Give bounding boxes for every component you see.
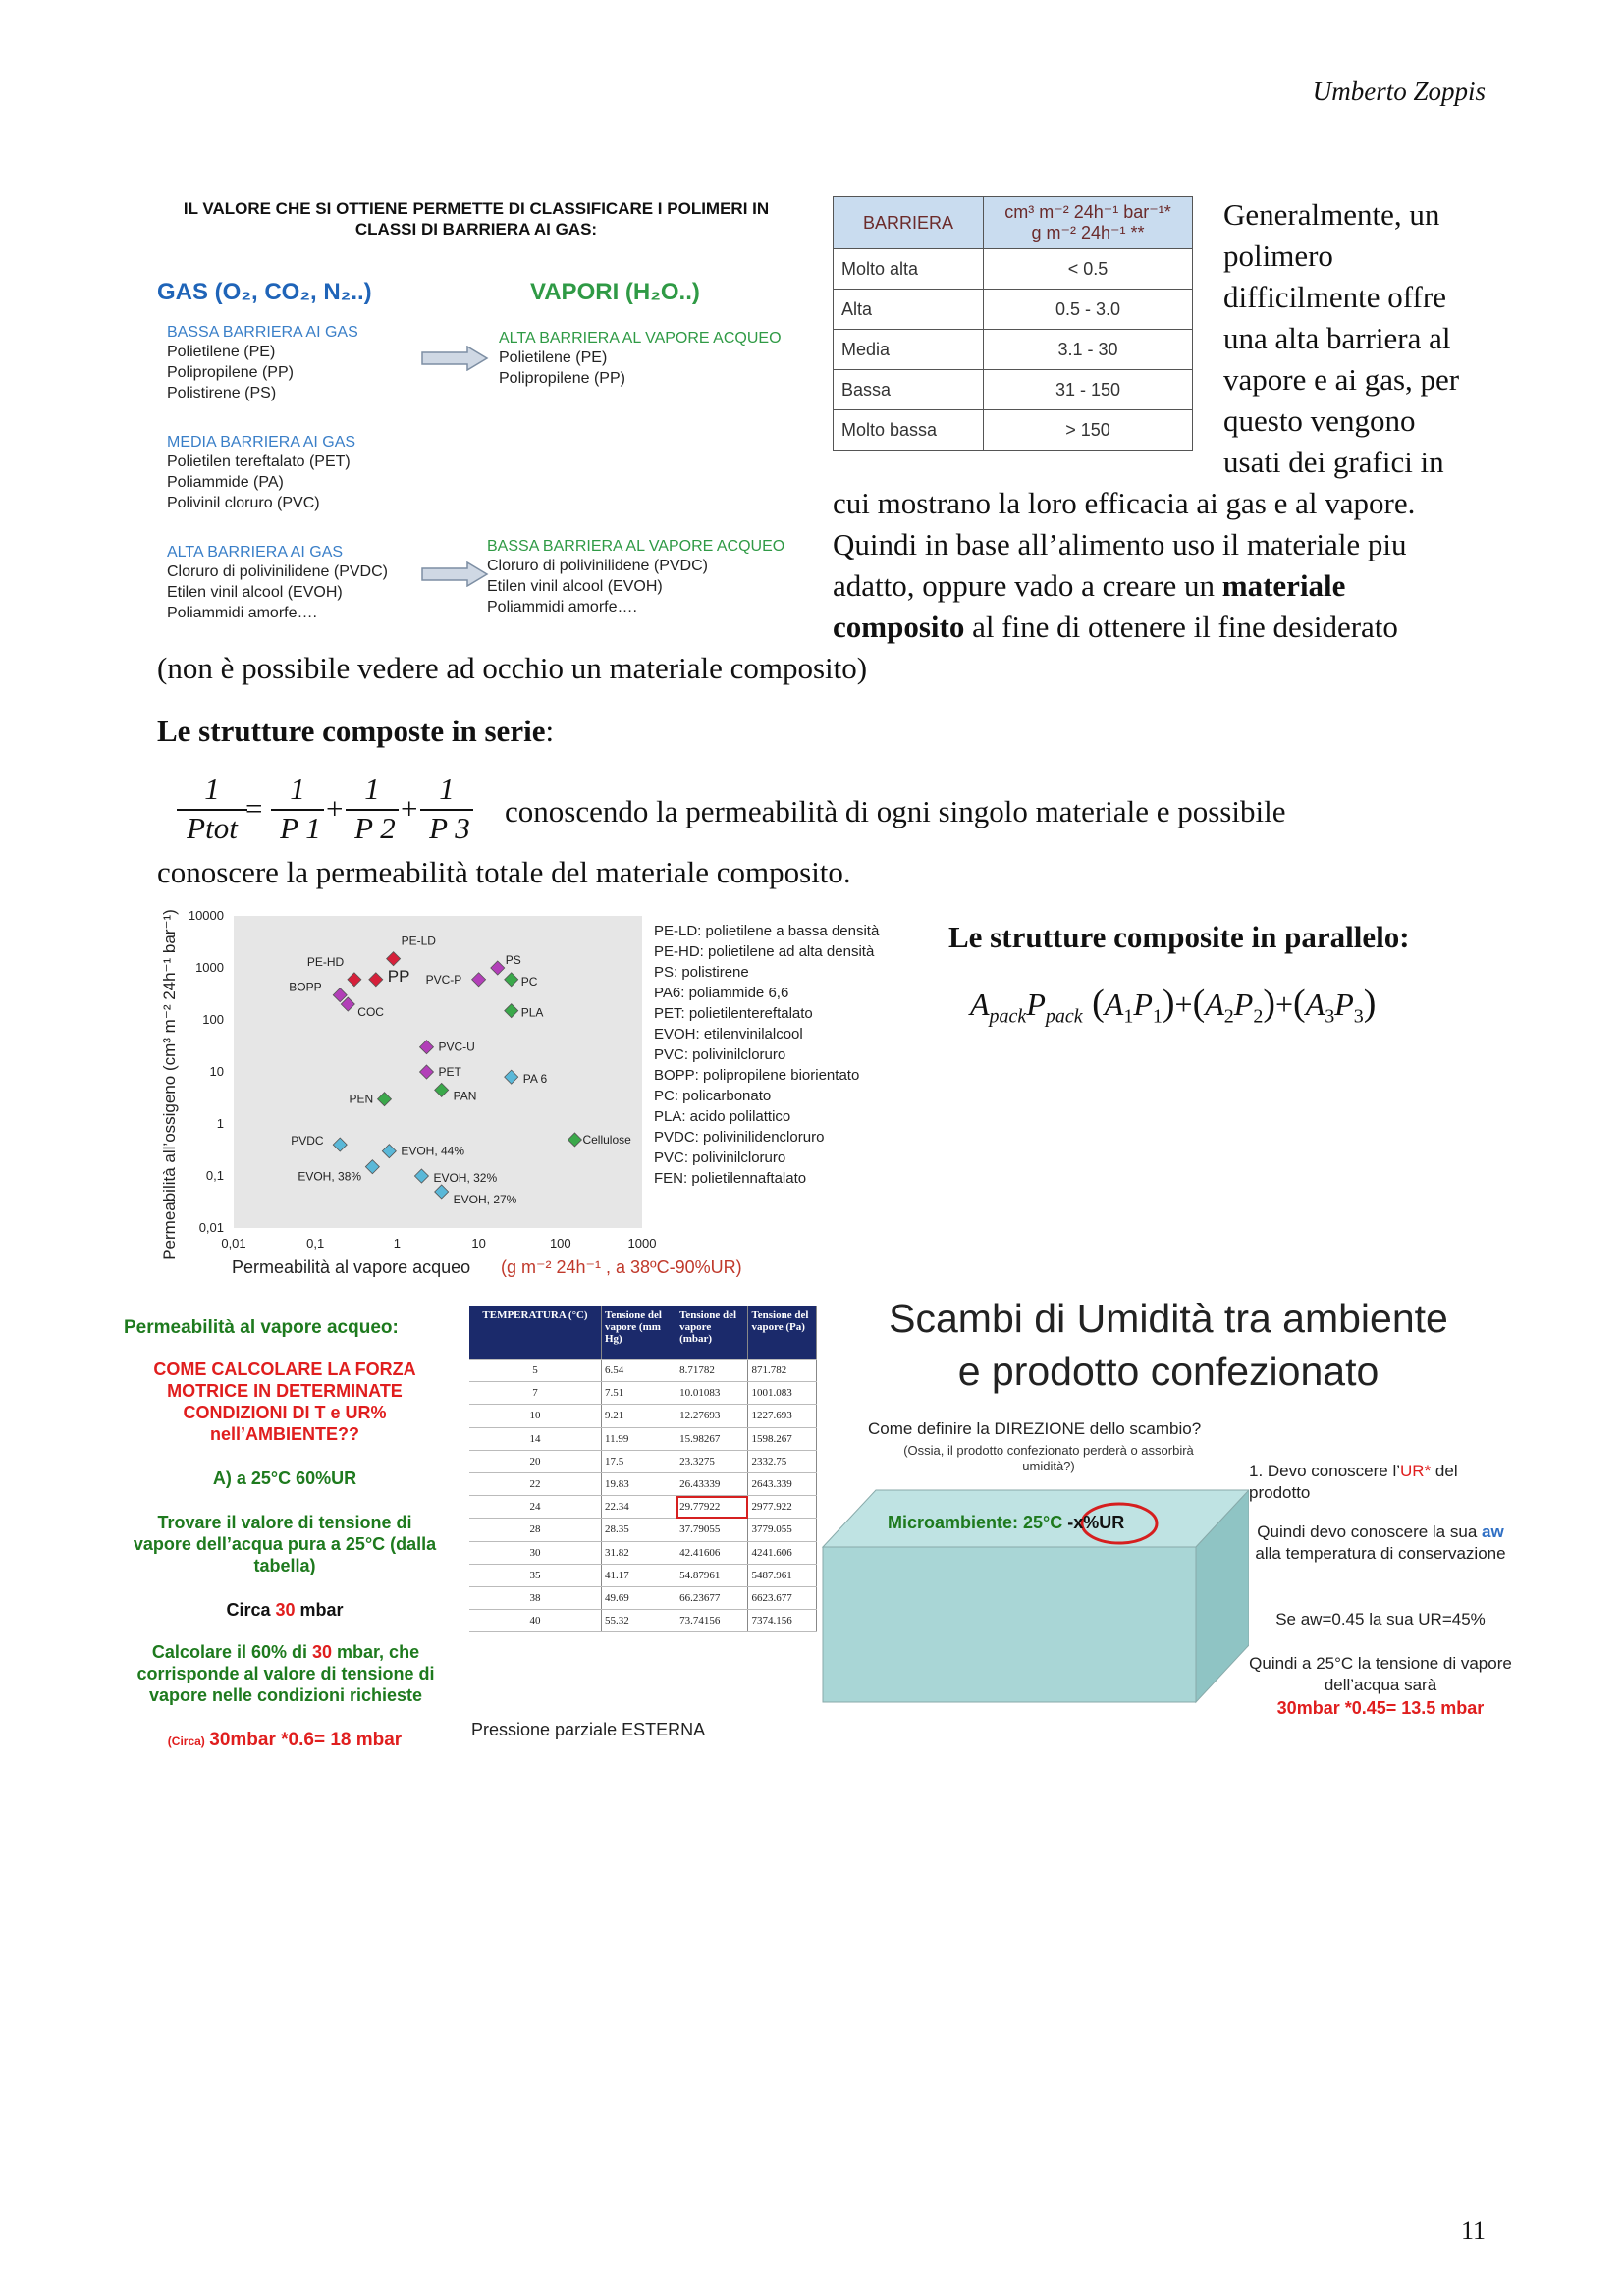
series-heading-text: Le strutture composte in serie (157, 714, 546, 748)
high-gas-label: ALTA BARRIERA AI GAS (167, 544, 344, 561)
table-cell: 35 (469, 1564, 602, 1586)
formula-P: P (1233, 987, 1254, 1022)
chart-legend (654, 923, 880, 1187)
table-cell: 20 (469, 1450, 602, 1472)
barrier-value: > 150 (984, 410, 1193, 451)
formula-sub: pack (989, 1005, 1027, 1028)
formula-P: P (1334, 987, 1354, 1022)
barrier-header: BARRIERA (834, 197, 984, 249)
table-row (469, 1382, 817, 1405)
list-item: Cloruro di polivinilidene (PVDC) (167, 563, 388, 580)
parallel-heading: Le strutture composite in parallelo: (948, 920, 1410, 954)
table-cell: 10 (469, 1405, 602, 1427)
table-row (469, 1472, 817, 1495)
text-line (833, 565, 1415, 607)
table-cell: 37.79055 (676, 1519, 748, 1541)
table-cell: 2643.339 (748, 1472, 817, 1495)
text-run: Calcolare il 60% di (151, 1642, 312, 1662)
table-row (469, 1610, 817, 1632)
formula-A: A (1305, 987, 1325, 1022)
gas-heading: GAS (O₂, CO₂, N₂..) (157, 279, 372, 305)
table-cell: 49.69 (602, 1586, 676, 1609)
list-item: Poliammidi amorfe…. (167, 605, 317, 621)
table-cell: 5487.961 (748, 1564, 817, 1586)
table-row (469, 1519, 817, 1541)
exchange-aw-line: Se aw=0.45 la sua UR=45% (1275, 1610, 1486, 1629)
text-run: Quindi devo conoscere la sua (1257, 1522, 1482, 1541)
table-row (834, 410, 1193, 451)
data-label: EVOH, 27% (453, 1192, 517, 1206)
table-row (469, 1541, 817, 1564)
value-30: 30 (312, 1642, 333, 1662)
keyword-composito: composito (833, 610, 965, 644)
data-label: EVOH, 44% (401, 1144, 465, 1158)
page-number: 11 (1460, 2216, 1486, 2245)
legend-entry: PS: polistirene (654, 964, 749, 981)
table-cell: 5 (469, 1360, 602, 1382)
table-row (469, 1450, 817, 1472)
data-label: PA 6 (522, 1072, 548, 1087)
table-cell: 38 (469, 1586, 602, 1609)
table-cell: 24 (469, 1496, 602, 1519)
exchange-question-sub: (Ossia, il prodotto confezionato perderà o assorbirà umidità?) (903, 1443, 1194, 1473)
barrier-level: Molto alta (834, 249, 984, 290)
table-cell: 19.83 (602, 1472, 676, 1495)
text-run: al fine di ottenere il fine desiderato (964, 610, 1398, 644)
data-label: PVC-P (425, 972, 462, 987)
table-row (469, 1360, 817, 1382)
table-row (834, 370, 1193, 410)
ur-value: -x%UR (1067, 1513, 1125, 1532)
barrier-level: Media (834, 330, 984, 370)
series-heading (157, 711, 554, 752)
formula-sub: 1 (1123, 1005, 1134, 1028)
table-cell: 41.17 (602, 1564, 676, 1586)
formula-A: A (1104, 987, 1124, 1022)
high-vapor-label: ALTA BARRIERA AL VAPORE ACQUEO (499, 330, 782, 347)
table-cell: 42.41606 (676, 1541, 748, 1564)
y-tick-label: 10 (209, 1064, 224, 1079)
y-axis-label: Permeabilità all’ossigeno (cm³ m⁻² 24h⁻¹ bar⁻¹) (160, 909, 179, 1260)
vapor-heading: VAPORI (H₂O..) (530, 279, 700, 305)
table-cell: 22 (469, 1472, 602, 1495)
y-ticks (189, 908, 224, 1235)
vapor-calc-result (128, 1730, 442, 1751)
legend-entry: PVC: polivinilcloruro (654, 1149, 786, 1166)
fraction-den: P 1 (280, 811, 321, 845)
table-cell: 2977.922 (748, 1496, 817, 1519)
vapor-calc-case: A) a 25°C 60%UR (212, 1468, 357, 1488)
data-label: PEN (349, 1092, 374, 1106)
table-cell: 1227.693 (748, 1405, 817, 1427)
classification-title: IL VALORE CHE SI OTTIENE PERMETTE DI CLASSIFICARE I POLIMERI IN CLASSI DI BARRIERA AI GAS: (183, 199, 770, 239)
list-item: Polistirene (PS) (167, 385, 277, 401)
barrier-value: 31 - 150 (984, 370, 1193, 410)
y-tick-label: 100 (202, 1012, 224, 1027)
paragraph-main (833, 483, 1415, 648)
list-item: Poliammide (PA) (167, 474, 284, 491)
text-line: conoscere la permeabilità totale del materiale composito. (157, 855, 851, 889)
table-cell: 28.35 (602, 1519, 676, 1541)
vapor-calc-title: Permeabilità al vapore acqueo: (124, 1317, 399, 1338)
barrier-value: 0.5 - 3.0 (984, 290, 1193, 330)
x-tick-label: 0,1 (306, 1236, 325, 1251)
arrow-right-icon (420, 346, 489, 371)
y-tick-label: 10000 (188, 908, 224, 923)
x-tick-label: 10 (471, 1236, 486, 1251)
table-cell: 7.51 (602, 1382, 676, 1405)
text-line: vapore e ai gas, per (1223, 362, 1460, 397)
vapor-calc-question: COME CALCOLARE LA FORZA MOTRICE IN DETERMINATE CONDIZIONI DI T e UR% nell’AMBIENTE?? (153, 1360, 416, 1444)
table-cell: 1001.083 (748, 1382, 817, 1405)
fraction-num: 1 (290, 772, 305, 806)
fraction-num: 1 (439, 772, 455, 806)
low-vapor-label: BASSA BARRIERA AL VAPORE ACQUEO (487, 538, 785, 555)
table-cell: 12.27693 (676, 1405, 748, 1427)
table-header-cell: Tensione del vapore (Pa) (748, 1306, 817, 1360)
table-cell: 871.782 (748, 1360, 817, 1382)
formula-sub: 2 (1253, 1005, 1264, 1028)
text-line (833, 607, 1415, 648)
vapor-calc-step (122, 1641, 450, 1706)
list-item: Polipropilene (PP) (167, 364, 294, 381)
table-cell: 66.23677 (676, 1586, 748, 1609)
table-row (469, 1496, 817, 1519)
legend-entry: PE-LD: polietilene a bassa densità (654, 923, 880, 939)
text-line: Generalmente, un (1223, 197, 1440, 232)
formula-P: P (1026, 987, 1046, 1022)
exchange-step1 (1249, 1461, 1514, 1504)
plus-sign: + (401, 791, 418, 826)
x-tick-label: 100 (549, 1236, 571, 1251)
table-header-cell: Tensione del vapore (mbar) (676, 1306, 748, 1360)
exchange-title-line: Scambi di Umidità tra ambiente (889, 1296, 1448, 1341)
high-vapor-group (499, 330, 782, 389)
table-cell: 1598.267 (748, 1427, 817, 1450)
legend-entry: PVC: polivinilcloruro (654, 1046, 786, 1063)
table-cell: 54.87961 (676, 1564, 748, 1586)
text-line: polimero (1223, 239, 1333, 273)
data-label: EVOH, 32% (433, 1171, 498, 1185)
table-header-row (834, 197, 1193, 249)
text-run: 1. Devo conoscere l’ (1249, 1462, 1401, 1480)
vapor-table-caption: Pressione parziale ESTERNA (471, 1720, 706, 1739)
formula-sub: 3 (1325, 1005, 1335, 1028)
barrier-level: Alta (834, 290, 984, 330)
fraction-den: P 2 (354, 811, 396, 845)
result-value: 30mbar *0.6= 18 mbar (209, 1730, 403, 1750)
table-cell: 6.54 (602, 1360, 676, 1382)
y-tick-label: 0,1 (205, 1168, 224, 1183)
table-header-cell: Tensione del vapore (mm Hg) (602, 1306, 676, 1360)
legend-entry: PA6: poliammide 6,6 (654, 985, 789, 1001)
table-cell: 55.32 (602, 1610, 676, 1632)
text-line: cui mostrano la loro efficacia ai gas e al vapore. (833, 486, 1416, 520)
legend-entry: PC: policarbonato (654, 1088, 772, 1104)
text-line: usati dei grafici in (1223, 445, 1444, 479)
list-item: Polivinil cloruro (PVC) (167, 495, 320, 511)
value-30: 30 (275, 1600, 296, 1620)
y-tick-label: 1 (216, 1116, 224, 1131)
text-run: Circa (226, 1600, 276, 1620)
list-item: Polietilene (PE) (499, 349, 608, 366)
x-tick-label: 0,01 (221, 1236, 246, 1251)
header-author: Umberto Zoppis (1312, 77, 1486, 106)
text-run: alla temperatura di conservazione (1255, 1544, 1506, 1563)
data-label: PP (387, 966, 410, 986)
text-run: del prodotto (1249, 1462, 1458, 1502)
barrier-value: < 0.5 (984, 249, 1193, 290)
x-tick-label: 1 (393, 1236, 402, 1251)
table-cell: 10.01083 (676, 1382, 748, 1405)
table-cell: 7374.156 (748, 1610, 817, 1632)
table-cell: 3779.055 (748, 1519, 817, 1541)
plus-sign: + (326, 791, 344, 826)
x-axis-label: Permeabilità al vapore acqueo (232, 1257, 471, 1277)
parallel-formula: $A_{pack}P_{pack}$ $(A_1P_1)+(A_2P_2)+(A_3P_3)$ (970, 983, 1377, 1028)
text-line: (non è possibile vedere ad occhio un materiale composito) (157, 651, 868, 685)
list-item: Polietilene (PE) (167, 344, 276, 360)
data-label: PS (505, 953, 521, 967)
legend-entry: PLA: acido polilattico (654, 1108, 791, 1125)
table-cell: 17.5 (602, 1450, 676, 1472)
legend-entry: PE-HD: polietilene ad alta densità (654, 943, 875, 960)
x-ticks (221, 1236, 656, 1251)
exchange-final-result: 30mbar *0.45= 13.5 mbar (1276, 1698, 1485, 1718)
text-line: difficilmente offre (1223, 280, 1446, 314)
table-header-row (469, 1306, 817, 1360)
paragraph-side (1223, 194, 1459, 483)
data-label: PVDC (291, 1134, 324, 1148)
plus-sign: + (1174, 987, 1193, 1022)
high-gas-group (167, 544, 388, 623)
table-cell: 28 (469, 1519, 602, 1541)
exchange-question: Come definire la DIREZIONE dello scambio? (868, 1419, 1202, 1438)
list-item: Etilen vinil alcool (EVOH) (487, 578, 663, 595)
data-label: PE-HD (306, 954, 345, 969)
unit-header-line1: cm³ m⁻² 24h⁻¹ bar⁻¹* (1004, 202, 1171, 222)
medium-gas-label: MEDIA BARRIERA AI GAS (167, 434, 356, 451)
fraction-den: Ptot (187, 811, 238, 845)
table-cell: 7 (469, 1382, 602, 1405)
low-vapor-group (487, 538, 784, 617)
barrier-table (833, 196, 1193, 451)
table-row (469, 1405, 817, 1427)
list-item: Polipropilene (PP) (499, 370, 625, 387)
low-gas-group (167, 324, 358, 403)
text-line: conoscendo la permeabilità di ogni singolo materiale e possibile (505, 794, 1286, 828)
text-run: Microambiente: 25°C (888, 1513, 1068, 1532)
arrow-right-icon (420, 561, 489, 587)
unit-header (984, 197, 1193, 249)
table-cell: 31.82 (602, 1541, 676, 1564)
formula-sub: 1 (1152, 1005, 1163, 1028)
table-cell: 23.3275 (676, 1450, 748, 1472)
legend-entry: BOPP: polipropilene biorientato (654, 1067, 860, 1084)
fraction-num: 1 (364, 772, 380, 806)
fraction-num: 1 (204, 772, 220, 806)
table-cell: 26.43339 (676, 1472, 748, 1495)
data-label: EVOH, 38% (298, 1169, 362, 1184)
vapor-calc-find: Trovare il valore di tensione di vapore dell’acqua pura a 25°C (dalla tabella) (133, 1513, 437, 1575)
formula-sub: 2 (1223, 1005, 1234, 1028)
unit-header-line2: g m⁻² 24h⁻¹ ** (1031, 223, 1145, 242)
data-label: PLA (520, 1005, 544, 1020)
y-tick-label: 0,01 (198, 1220, 224, 1235)
permeability-chart (147, 898, 933, 1291)
legend-entry: PVDC: polivinilidencloruro (654, 1129, 825, 1146)
aw-marker: aw (1482, 1522, 1504, 1541)
table-cell: 8.71782 (676, 1360, 748, 1382)
list-item: Poliammidi amorfe…. (487, 599, 637, 615)
data-label: PET (438, 1065, 461, 1079)
x-axis-unit: (g m⁻² 24h⁻¹ , a 38ºC-90%UR) (501, 1257, 742, 1277)
text-line: una alta barriera al (1223, 321, 1451, 355)
exchange-title (844, 1292, 1492, 1398)
text-run: adatto, oppure vado a creare un (833, 568, 1222, 603)
table-cell: 2332.75 (748, 1450, 817, 1472)
formula-A: A (1205, 987, 1224, 1022)
list-item: Etilen vinil alcool (EVOH) (167, 584, 343, 601)
table-cell: 73.74156 (676, 1610, 748, 1632)
table-cell: 9.21 (602, 1405, 676, 1427)
low-gas-label: BASSA BARRIERA AI GAS (167, 324, 358, 341)
data-label: PC (520, 974, 538, 988)
data-label: Cellulose (582, 1132, 631, 1147)
list-item: Polietilen tereftalato (PET) (167, 454, 351, 470)
legend-entry: FEN: polietilennaftalato (654, 1170, 807, 1187)
table-row (469, 1586, 817, 1609)
y-tick-label: 1000 (195, 960, 224, 975)
text-line: Quindi in base all’alimento uso il materiale piu (833, 527, 1407, 561)
table-row (834, 249, 1193, 290)
fraction-den: P 3 (429, 811, 470, 845)
text-run: (Circa) (167, 1735, 205, 1748)
text-run: mbar, che corrisponde al valore di tensione di vapore nelle condizioni richieste (136, 1642, 435, 1705)
data-label: BOPP (289, 980, 322, 994)
series-heading-colon: : (545, 714, 555, 748)
list-item: Cloruro di polivinilidene (PVDC) (487, 558, 708, 574)
table-cell: 30 (469, 1541, 602, 1564)
text-run: mbar (295, 1600, 344, 1620)
table-row (834, 290, 1193, 330)
ur-marker: UR* (1400, 1462, 1432, 1480)
barrier-level: Bassa (834, 370, 984, 410)
formula-sub: pack (1045, 1005, 1083, 1028)
data-label: COC (357, 1005, 384, 1020)
table-cell: 22.34 (602, 1496, 676, 1519)
barrier-level: Molto bassa (834, 410, 984, 451)
data-label: PVC-U (438, 1040, 475, 1054)
exchange-step2 (1245, 1522, 1516, 1565)
medium-gas-group (167, 434, 355, 513)
x-tick-label: 1000 (627, 1236, 657, 1251)
table-cell: 4241.606 (748, 1541, 817, 1564)
table-cell: 14 (469, 1427, 602, 1450)
data-label: PE-LD (401, 934, 436, 948)
table-header-cell: TEMPERATURA (°C) (469, 1306, 602, 1360)
data-label: PAN (453, 1089, 477, 1103)
legend-entry: PET: polietilentereftalato (654, 1005, 813, 1022)
exchange-title-line: e prodotto confezionato (957, 1349, 1380, 1394)
table-cell: 15.98267 (676, 1427, 748, 1450)
text-line: questo vengono (1223, 403, 1416, 438)
barrier-value: 3.1 - 30 (984, 330, 1193, 370)
legend-entry: EVOH: etilenvinilalcool (654, 1026, 803, 1042)
equals-sign: = (245, 791, 263, 826)
vapor-pressure-table (469, 1306, 817, 1632)
vapor-calc-circa (128, 1600, 442, 1621)
table-cell: 11.99 (602, 1427, 676, 1450)
microenvironment-label (888, 1513, 1124, 1533)
formula-P: P (1133, 987, 1153, 1022)
table-row (834, 330, 1193, 370)
formula-A: A (970, 987, 990, 1022)
keyword-materiale: materiale (1221, 568, 1346, 603)
table-row (469, 1427, 817, 1450)
exchange-final: Quindi a 25°C la tensione di vapore dell’acqua sarà (1249, 1654, 1512, 1694)
formula-sub: 3 (1353, 1005, 1364, 1028)
plus-sign: + (1274, 987, 1294, 1022)
table-row (469, 1564, 817, 1586)
table-cell: 40 (469, 1610, 602, 1632)
table-cell: 29.77922 (676, 1496, 748, 1519)
table-cell: 6623.677 (748, 1586, 817, 1609)
